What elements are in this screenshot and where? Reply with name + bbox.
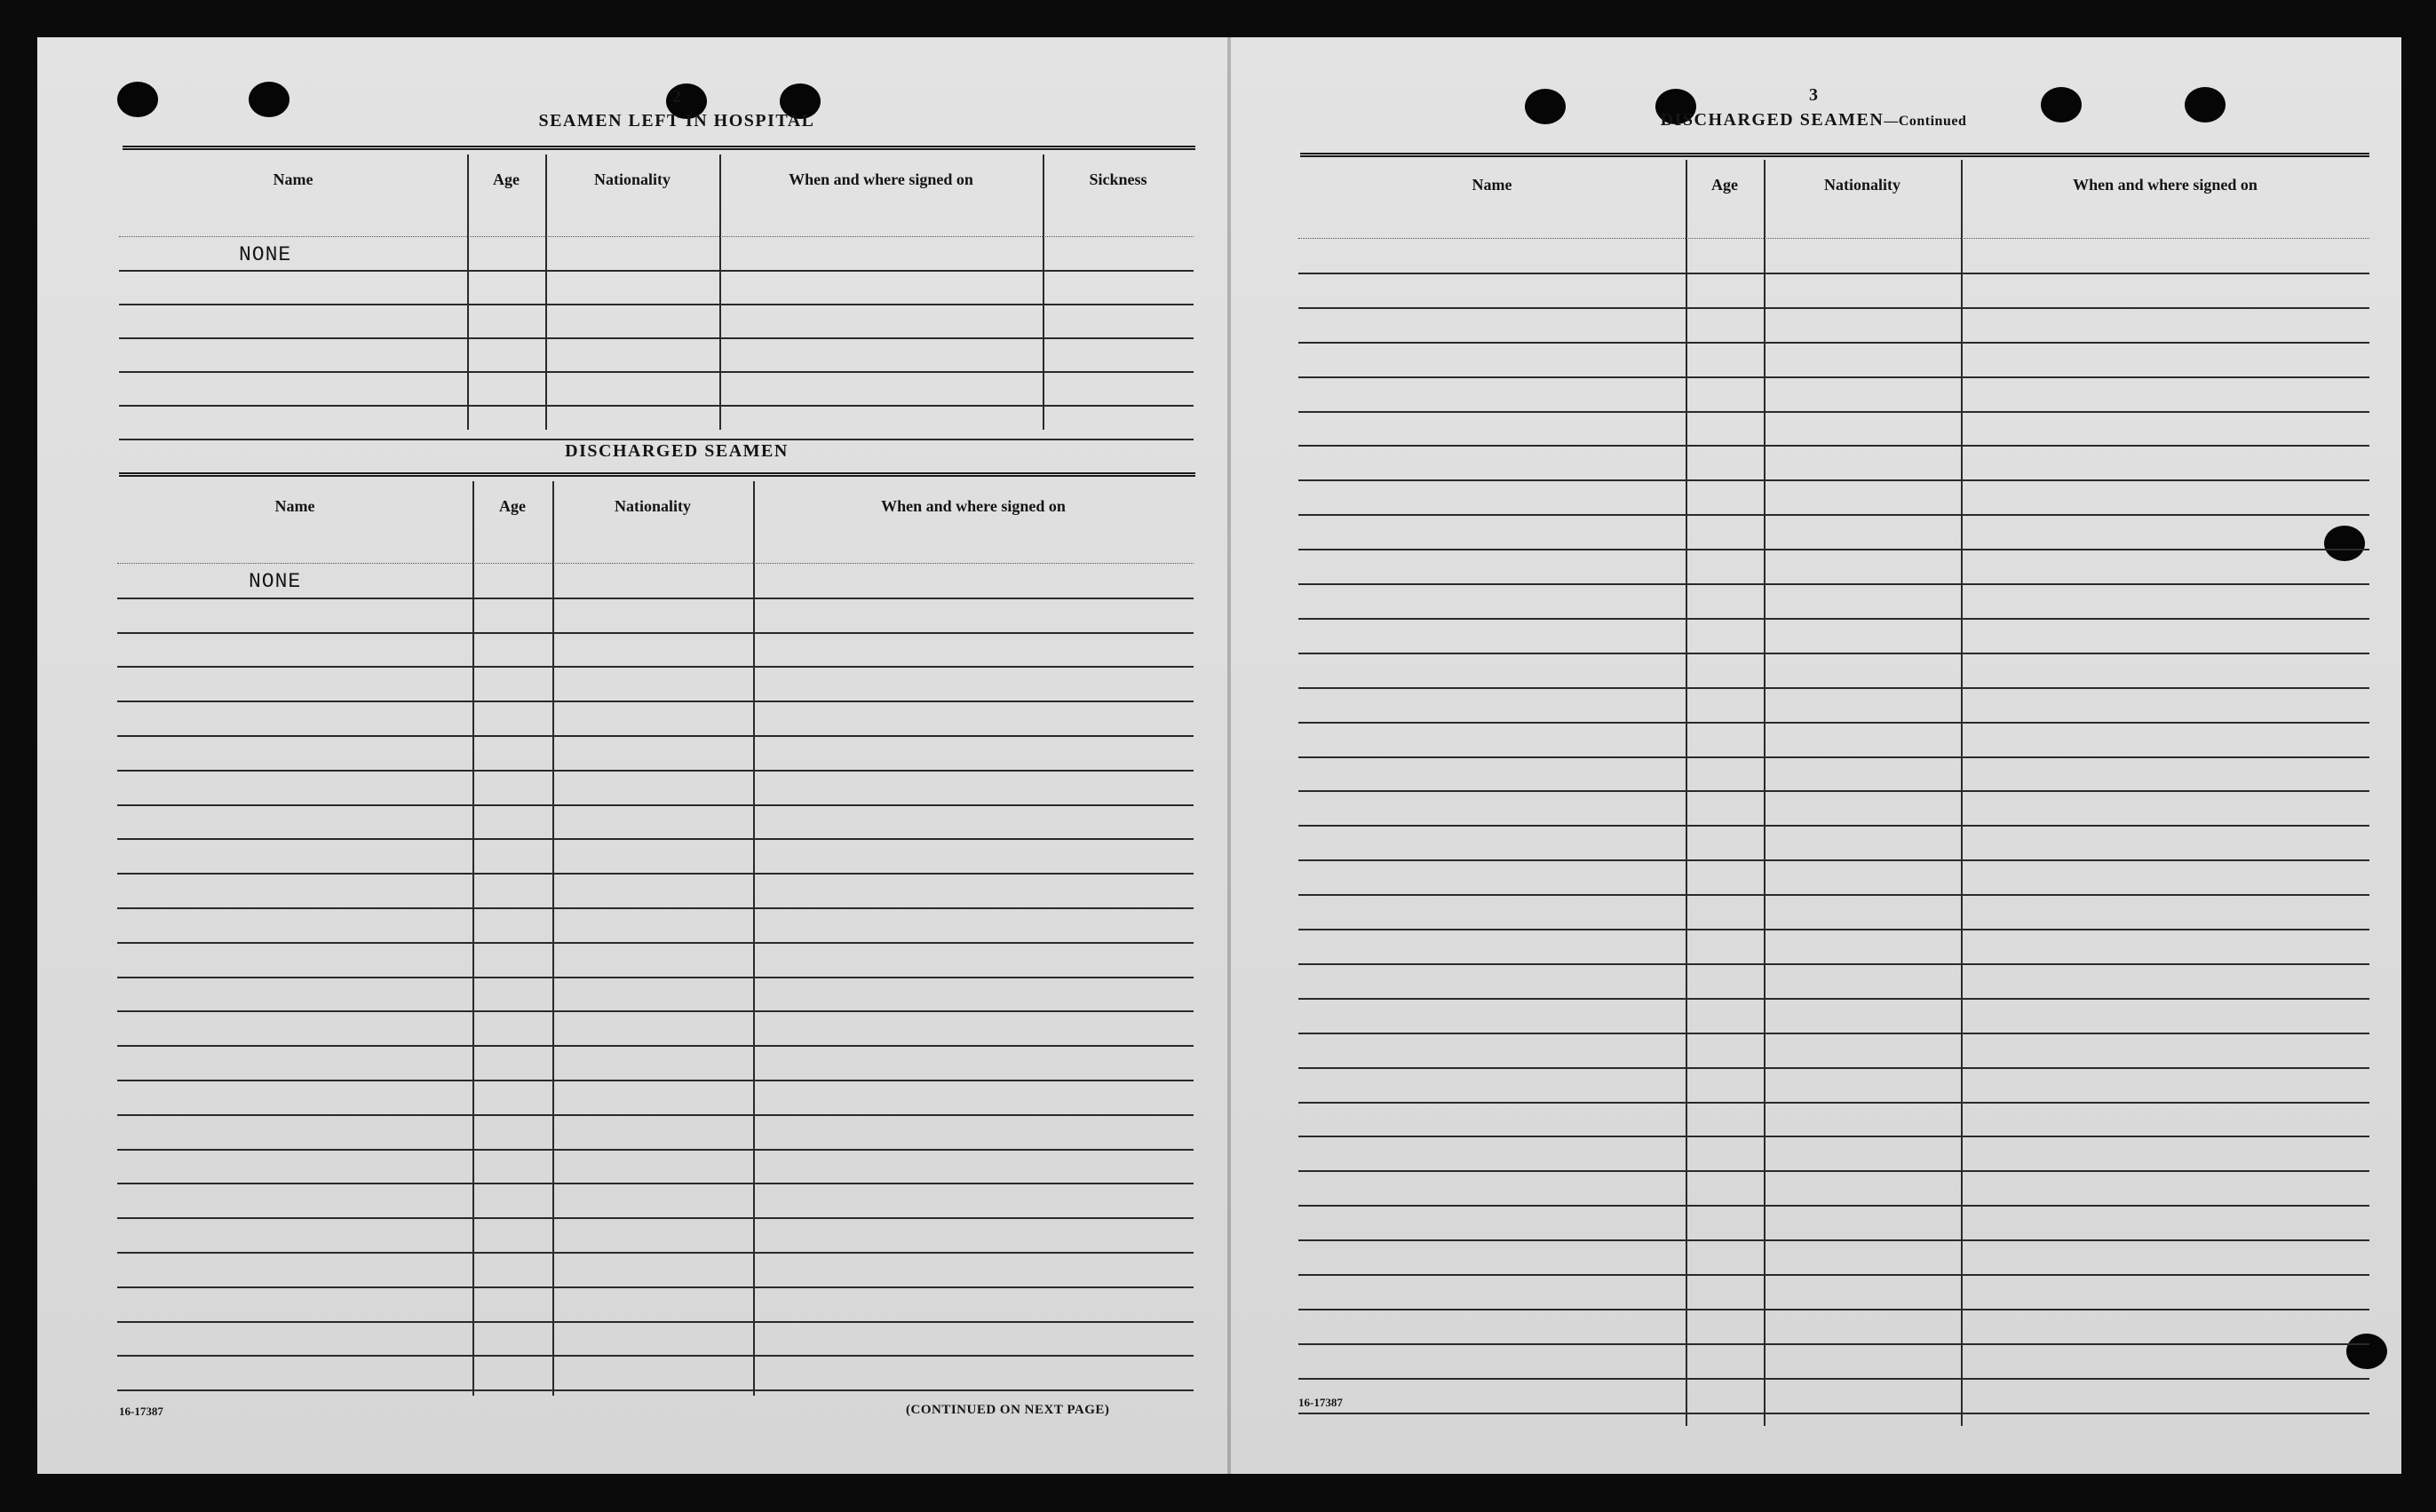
row-line: [1298, 1102, 2369, 1104]
column-header: Nationality: [593, 170, 670, 188]
row-line: [1298, 1413, 2369, 1414]
punch-hole: [2185, 87, 2226, 123]
column-header: When and where signed on: [881, 497, 1066, 515]
row-line: [117, 838, 1194, 840]
row-line: [1298, 273, 2369, 274]
left-form-number: 16-17387: [119, 1405, 163, 1418]
column-divider: [719, 154, 721, 430]
column-divider: [545, 154, 547, 430]
discharged-section-title: DISCHARGED SEAMEN: [565, 441, 789, 461]
right-form-number: 16-17387: [1298, 1396, 1343, 1409]
column-divider: [552, 481, 554, 1396]
column-divider: [753, 481, 755, 1396]
column-header: Nationality: [1823, 176, 1900, 194]
column-divider: [1961, 160, 1963, 1426]
row-line: [117, 942, 1194, 944]
row-line: [117, 1045, 1194, 1047]
continued-title-rule: [1300, 153, 2369, 157]
row-line: [1298, 1205, 2369, 1207]
row-line: [1298, 549, 2369, 550]
right-page-number: 3: [1809, 85, 1818, 105]
row-line: [117, 1080, 1194, 1081]
row-line: [119, 439, 1194, 440]
row-line: [117, 804, 1194, 806]
row-line: [117, 666, 1194, 668]
header-underline: [119, 236, 1194, 237]
typed-entry: NONE: [239, 243, 292, 266]
header-underline: [1298, 238, 2369, 239]
row-line: [117, 1010, 1194, 1012]
column-divider: [1764, 160, 1766, 1426]
row-line: [1298, 1239, 2369, 1241]
column-header: Age: [499, 497, 526, 515]
column-divider: [1686, 160, 1687, 1426]
row-line: [1298, 307, 2369, 309]
row-line: [117, 1286, 1194, 1288]
discharged-continued-table: [1298, 160, 2369, 1426]
continued-note: (CONTINUED ON NEXT PAGE): [906, 1403, 1110, 1417]
row-line: [1298, 1309, 2369, 1310]
row-line: [119, 304, 1194, 305]
punch-hole: [249, 82, 290, 117]
row-line: [1298, 1136, 2369, 1137]
left-page-number: 2: [672, 87, 681, 107]
row-line: [1298, 756, 2369, 758]
row-line: [1298, 583, 2369, 585]
discharged-continued-title-main: DISCHARGED SEAMEN: [1660, 110, 1885, 130]
row-line: [117, 735, 1194, 737]
row-line: [117, 977, 1194, 978]
column-header: Sickness: [1089, 170, 1147, 188]
row-line: [1298, 445, 2369, 447]
row-line: [119, 337, 1194, 339]
row-line: [117, 1355, 1194, 1357]
column-header: When and where signed on: [789, 170, 973, 188]
row-line: [1298, 998, 2369, 1000]
row-line: [117, 873, 1194, 875]
row-line: [1298, 722, 2369, 724]
row-line: [1298, 1378, 2369, 1380]
page-fold: [1227, 37, 1231, 1474]
column-header: Name: [1472, 176, 1512, 194]
scanned-sheet: [37, 37, 2401, 1474]
row-line: [1298, 1067, 2369, 1069]
hospital-table: [119, 154, 1194, 430]
punch-hole: [1525, 89, 1566, 124]
column-header: Age: [1711, 176, 1738, 194]
row-line: [1298, 514, 2369, 516]
row-line: [1298, 790, 2369, 792]
column-divider: [467, 154, 469, 430]
discharged-title-rule: [119, 472, 1195, 477]
discharged-continued-title-suffix: —Continued: [1884, 114, 1967, 129]
row-line: [117, 1217, 1194, 1219]
row-line: [1298, 479, 2369, 481]
punch-hole: [2041, 87, 2082, 123]
row-line: [117, 907, 1194, 909]
row-line: [1298, 859, 2369, 861]
column-header: Name: [273, 170, 313, 188]
discharged-table: [117, 481, 1194, 1396]
row-line: [1298, 963, 2369, 965]
row-line: [1298, 1274, 2369, 1276]
row-line: [1298, 411, 2369, 413]
row-line: [119, 270, 1194, 272]
row-line: [117, 1183, 1194, 1184]
row-line: [1298, 825, 2369, 827]
punch-hole: [117, 82, 158, 117]
row-line: [1298, 687, 2369, 689]
row-line: [117, 1321, 1194, 1323]
row-line: [117, 598, 1194, 599]
row-line: [1298, 653, 2369, 654]
header-underline: [117, 563, 1194, 564]
row-line: [1298, 1343, 2369, 1345]
row-line: [117, 1389, 1194, 1391]
row-line: [1298, 1033, 2369, 1034]
row-line: [117, 701, 1194, 702]
column-header: When and where signed on: [2073, 176, 2257, 194]
row-line: [119, 371, 1194, 373]
column-divider: [1043, 154, 1044, 430]
row-line: [117, 1114, 1194, 1116]
row-line: [117, 632, 1194, 634]
column-header: Name: [274, 497, 315, 515]
row-line: [1298, 894, 2369, 896]
row-line: [1298, 929, 2369, 930]
row-line: [117, 1252, 1194, 1254]
discharged-continued-title: [1600, 110, 2027, 131]
row-line: [1298, 618, 2369, 620]
hospital-section-title: SEAMEN LEFT IN HOSPITAL: [538, 111, 815, 131]
row-line: [117, 770, 1194, 772]
row-line: [117, 1149, 1194, 1151]
row-line: [1298, 376, 2369, 378]
row-line: [119, 405, 1194, 407]
column-header: Nationality: [614, 497, 691, 515]
row-line: [1298, 1170, 2369, 1172]
column-divider: [472, 481, 474, 1396]
column-header: Age: [493, 170, 520, 188]
typed-entry: NONE: [249, 570, 302, 593]
row-line: [1298, 342, 2369, 344]
hospital-title-rule: [123, 146, 1195, 150]
